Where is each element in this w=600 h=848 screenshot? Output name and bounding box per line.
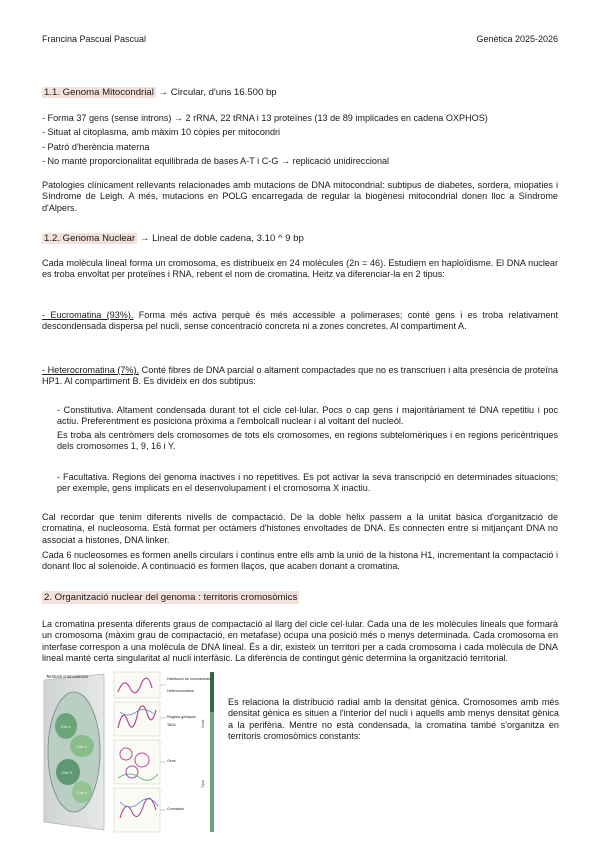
figure-svg: [42, 668, 222, 838]
figure-label: Scale: [201, 719, 205, 728]
bullet-item: - No manté proporcionalitat equilibrada de bases A-T i C-G → replicació unidireccional: [42, 156, 390, 167]
heterochromatin-label: - Heterocromatina (7%).: [42, 365, 140, 375]
heading-highlight: 1.1. Genoma Mitocondrial: [44, 87, 154, 98]
heading-rest: → Lineal de doble cadena, 3.10 ^ 9 bp: [137, 233, 304, 244]
bullet-item: - Situat al citoplasma, amb màxim 10 còpies per mitocondri: [42, 127, 281, 138]
figure-label: TADs: [167, 723, 176, 727]
euchromatin-text: Forma més activa perquè és més accessible a polimerases; conté gens i es troba relativament descondensada dispersa pel nucli, sense concentració concreta ni a zones concretes. Al compartiment A.: [42, 310, 559, 332]
heading-highlight: 1.2. Genoma Nuclear: [44, 233, 136, 244]
compaction-paragraph-2: Cada 6 nucleosomes es formen anells circulars i continus entre ells amb la unió de la histona H1, incrementant la compactació i donant lloc al solenoide. A continuació es formen llaços, que acaben donant a cromatina.: [42, 550, 558, 572]
figure-label: Regions gèniques: [167, 715, 196, 719]
bullet-item: - Forma 37 gens (sense introns) → 2 rRNA, 22 tRNA i 13 proteïnes (13 de 89 implicades en cadena OXPHOS): [42, 113, 488, 123]
chromosome-territories-figure: [42, 668, 222, 838]
constitutive-paragraph: - Constitutiva. Altament condensada durant tot el cicle cel·lular. Pocs o cap gens i majoritàriament té DNA repetitiu i poc actiu. Preferentment es posiciona pròxima a l'embolcall nuclear i al voltant del nucleòl.: [57, 405, 558, 427]
facultative-paragraph: - Facultativa. Regions del genoma inactives i no repetitives. Es pot activar la seva transcripció en determinades situacions; per exemple, gens implicats en el desenvolupament i el cromosoma X inactiu.: [57, 472, 558, 494]
euchromatin-label: - Eucromatina (93%).: [42, 310, 134, 320]
bullet-item: - Patró d'herència materna: [42, 141, 150, 152]
pathologies-paragraph: Patologies clínicament rellevants relacionades amb mutacions de DNA mitocondrial: subtipus de diabetes, sordera, miopaties i Síndrome de Leigh. A més, mutacions en POLG encarregada de regular la biogènesi mitocondrial donen lloc a Síndrome d'Alpers.: [42, 180, 558, 213]
heterochromatin-paragraph: [42, 365, 558, 388]
heterochromatin-text: Conté fibres de DNA parcial o altament compactades que no es transcriuen i alta presència de proteïna HP1. Al compartiment B. Es divideix en dos subtipus:: [42, 365, 558, 387]
header-course: Genètica 2025-2026: [476, 34, 558, 44]
section-mitochondrial-heading: [42, 86, 277, 99]
figure-label: Heterocromatina: [167, 689, 194, 693]
section-territories-heading: 2. Organització nuclear del genoma : territoris cromosòmics: [44, 592, 298, 603]
figure-label: Distribució de cromosomes: [167, 677, 211, 681]
heading-rest: → Circular, d'uns 16.500 bp: [155, 87, 277, 98]
constitutive-paragraph-2: Es troba als centròmers dels cromosomes de tots els cromosomes, en regions subtelomèriques i en regions pericèntriques dels cromosomes 1, 9, 16 i Y.: [57, 430, 558, 452]
territories-paragraph: La cromatina presenta diferents graus de compactació al llarg del cicle cel·lular. Cada una de les molècules lineals que formarà un cromosoma (màxim grau de compactació, en metafase) ocupa una posició més o menys determinada. Cada cromosoma en interfase correspon a una molècula de DNA lineal. És a dir, existeix un territori per a cada cromosoma i cada molècula de DNA lineal manté certa singularitat al nucli interfàsic. La diferència de contingut gènic determina la organització territorial.: [42, 619, 558, 664]
section-nuclear-heading: [42, 232, 304, 245]
figure-label: Territoris cromosòmics: [46, 674, 88, 679]
radial-distribution-paragraph: Es relaciona la distribució radial amb la densitat gènica. Cromosomes amb més densitat gènica es situen a l'interior del nucli i aquells amb menys densitat gènica a la perifèria. Mentre no està condensada, la cromatina també s'organitza en territoris cromosòmics constants:: [228, 697, 559, 742]
mito-bullets: [42, 113, 562, 168]
compaction-paragraph: Cal recordar que tenim diferents nivells de compactació. De la doble hèlix passem a la unitat bàsica d'organització de cromatina, el nucleosoma. Està format per octàmers d'histones envoltades de DNA. Es connecten entre si mitjançant DNA no associat a histones, DNA linker.: [42, 512, 558, 545]
nuclear-intro: Cada molècula lineal forma un cromosoma, es distribueix en 24 molècules (2n = 46). Estudiem en haploïdisme. El DNA nuclear es troba envoltat per proteïnes i RNA, rebent el nom de cromatina. Heitz va diferenciar-la en 2 tipus:: [42, 258, 558, 280]
euchromatin-paragraph: [42, 310, 558, 333]
detail-box: [114, 788, 160, 832]
figure-label: Chr 3: [62, 770, 72, 775]
detail-box: [114, 740, 160, 784]
figure-label: Tipus: [201, 779, 205, 788]
header-author: Francina Pascual Pascual: [42, 34, 147, 44]
figure-label: Chr 4: [77, 790, 87, 795]
figure-label: Gens: [167, 759, 176, 763]
figure-label: Cromatina: [167, 807, 184, 811]
figure-label: Chr 2: [77, 744, 87, 749]
figure-label: Chr 1: [61, 724, 71, 729]
